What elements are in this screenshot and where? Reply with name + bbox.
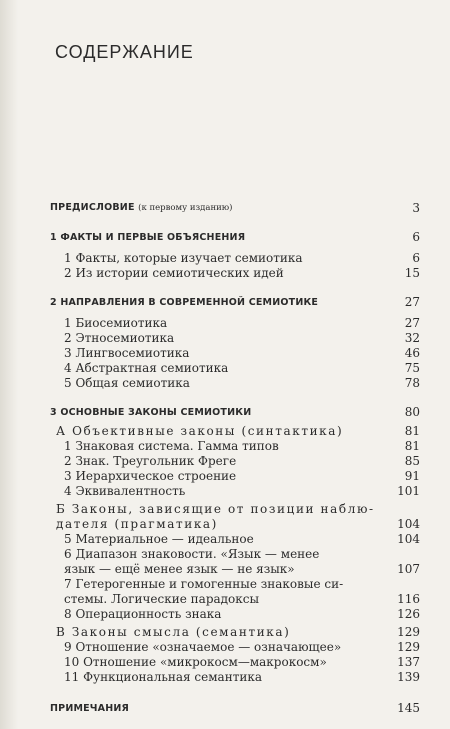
page-number: 137 [397,655,420,669]
item-label: 4 Эквивалентность [64,484,186,498]
item-label-line1: 6 Диапазон знаковости. «Язык — менее [64,547,320,561]
toc-entry-preface[interactable] [50,200,420,216]
toc-chapter-3[interactable] [50,405,420,420]
item-label: 1 Факты, которые изучает семиотика [64,251,303,265]
page-number: 129 [397,625,420,639]
item-label: 2 Этносемиотика [64,331,175,345]
toc-item[interactable] [50,346,420,361]
item-label: 5 Общая семиотика [64,376,190,390]
item-label: 3 Лингвосемиотика [64,346,190,360]
item-label: 8 Операционность знака [64,607,222,621]
toc-section-b[interactable] [50,502,420,532]
item-label-line2: стемы. Логические парадоксы [64,592,260,606]
notes-label: ПРИМЕЧАНИЯ [50,703,130,714]
page-number: 27 [404,295,420,309]
page-title: СОДЕРЖАНИЕ [55,42,194,62]
toc-item[interactable] [50,439,420,454]
page-number: 78 [404,376,420,390]
toc-item[interactable] [50,376,420,391]
page-number: 101 [397,484,420,498]
page-number: 126 [397,607,420,621]
item-label: 11 Функциональная семантика [64,670,262,684]
item-label-line1: 7 Гетерогенные и гомогенные знаковые си- [64,577,344,591]
page-number: 145 [397,701,420,715]
item-label: 4 Абстрактная семиотика [64,361,229,375]
page-number: 15 [404,266,420,280]
section-title-line1: Б Законы, зависящие от позиции наблю- [56,502,375,516]
page-number: 139 [397,670,420,684]
item-label: 3 Иерархическое строение [64,469,237,483]
page-shadow [0,0,18,729]
toc-item[interactable] [50,266,420,281]
page-number: 27 [404,316,420,330]
item-label: 2 Из истории семиотических идей [64,266,284,280]
section-title-line2: дателя (прагматика) [56,517,218,531]
item-label-line2: язык — ещё менее язык — не язык» [64,562,295,576]
toc-item[interactable] [50,577,420,607]
toc-section-a[interactable] [50,424,420,439]
toc-section-v[interactable] [50,625,420,640]
toc-item[interactable] [50,469,420,484]
page-number: 46 [404,346,420,360]
page-number: 81 [404,439,420,453]
page-number: 107 [397,562,420,576]
page-number: 116 [397,592,420,606]
item-label: 1 Биосемиотика [64,316,168,330]
page-number: 6 [412,251,420,265]
chapter-title: 1 ФАКТЫ И ПЕРВЫЕ ОБЪЯСНЕНИЯ [50,232,246,243]
chapter-title: 3 ОСНОВНЫЕ ЗАКОНЫ СЕМИОТИКИ [50,407,252,418]
toc-item[interactable] [50,640,420,655]
page-number: 104 [397,532,420,546]
page-number: 75 [404,361,420,375]
section-title: А Объективные законы (синтактика) [56,424,344,438]
item-label: 1 Знаковая система. Гамма типов [64,439,279,453]
page-number: 32 [404,331,420,345]
item-label: 5 Материальное — идеальное [64,532,254,546]
toc-item[interactable] [50,361,420,376]
preface-note: (к первому изданию) [138,203,233,213]
preface-label: ПРЕДИСЛОВИЕ [50,202,135,213]
toc-item[interactable] [50,670,420,685]
toc-item[interactable] [50,316,420,331]
page-number: 3 [412,201,420,215]
page-number: 129 [397,640,420,654]
section-title: В Законы смысла (семантика) [56,625,291,639]
toc-entry-notes[interactable] [50,701,420,716]
toc-item[interactable] [50,331,420,346]
page-number: 6 [412,230,420,244]
page-number: 85 [404,454,420,468]
toc-item[interactable] [50,484,420,499]
toc-item[interactable] [50,454,420,469]
page-number: 104 [397,517,420,531]
toc-chapter-1[interactable] [50,230,420,245]
toc-item[interactable] [50,547,420,577]
item-label: 9 Отношение «означаемое — означающее» [64,640,342,654]
chapter-title: 2 НАПРАВЛЕНИЯ В СОВРЕМЕННОЙ СЕМИОТИКЕ [50,297,319,308]
item-label: 2 Знак. Треугольник Фреге [64,454,237,468]
item-label: 10 Отношение «микрокосм—макрокосм» [64,655,327,669]
toc-item[interactable] [50,251,420,266]
toc-item[interactable] [50,655,420,670]
toc-item[interactable] [50,607,420,622]
toc-item[interactable] [50,532,420,547]
toc-chapter-2[interactable] [50,295,420,310]
page-number: 80 [404,405,420,419]
table-of-contents [50,200,420,716]
page-number: 81 [404,424,420,438]
page-number: 91 [404,469,420,483]
